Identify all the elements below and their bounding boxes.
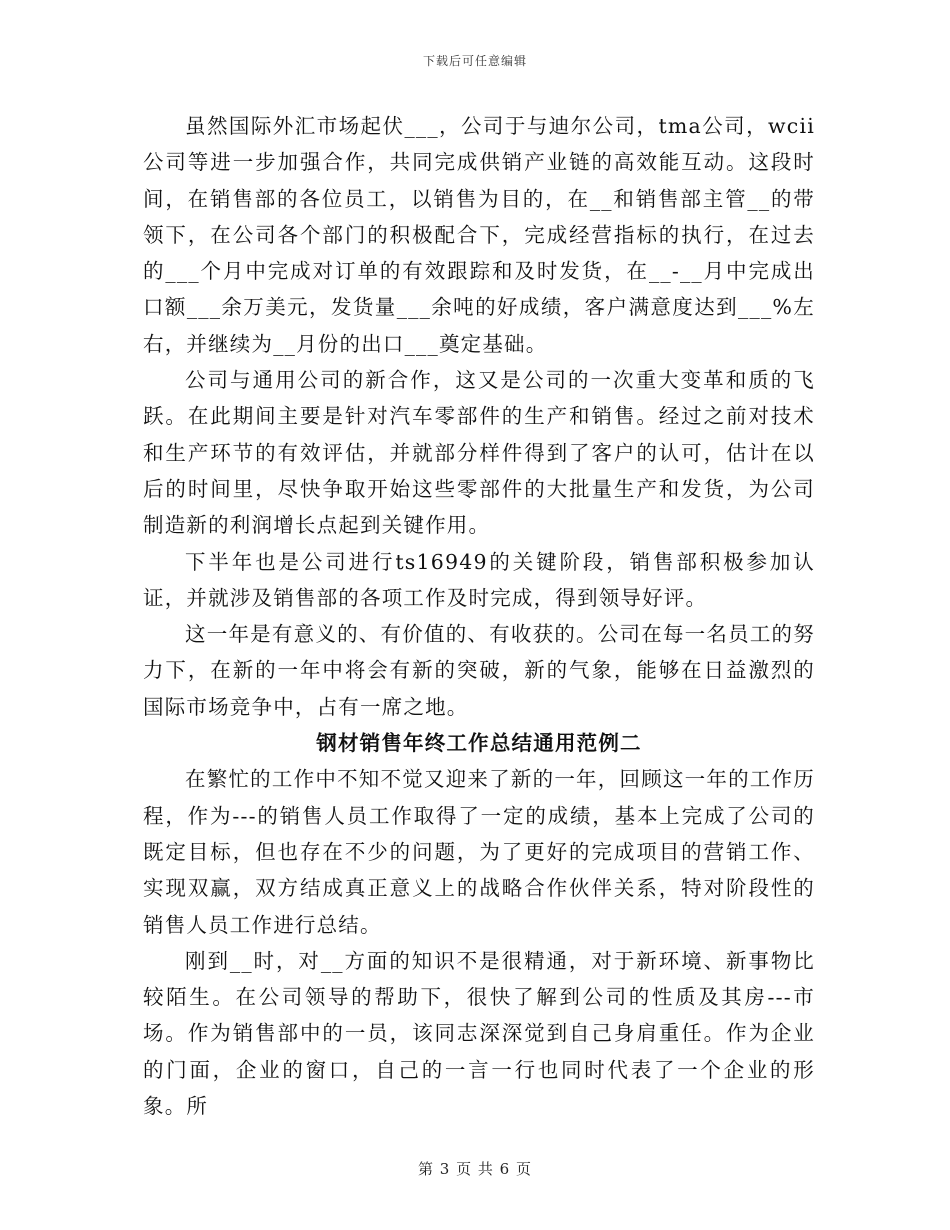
paragraph-year-summary: 这一年是有意义的、有价值的、有收获的。公司在每一名员工的努力下，在新的一年中将会有新的突破，新的气象，能够在日益激烈的国际市场竞争中，占有一席之地。	[143, 622, 815, 719]
section-title: 钢材销售年终工作总结通用范例二	[316, 731, 642, 756]
document-body	[143, 108, 815, 1124]
paragraph-review-intro: 在繁忙的工作中不知不觉又迎来了新的一年，回顾这一年的工作历程，作为---的销售人员工作取得了一定的成绩，基本上完成了公司的既定目标，但也存在不少的问题，为了更好的完成项目的营销工作、实现双赢，双方结成真正意义上的战略合作伙伴关系，特对阶段性的销售人员工作进行总结。	[143, 767, 815, 937]
paragraph-sales-performance: 虽然国际外汇市场起伏___，公司于与迪尔公司，tma公司，wcii公司等进一步加强合作，共同完成供销产业链的高效能互动。这段时间，在销售部的各位员工，以销售为目的，在__和销售部主管__的带领下，在公司各个部门的积极配合下，完成经营指标的执行，在过去的___个月中完成对订单的有效跟踪和及时发货，在__-__月中完成出口额___余万美元，发货量___余吨的好成绩，客户满意度达到___%左右，并继续为__月份的出口___奠定基础。	[143, 114, 815, 356]
paragraph-new-environment: 刚到__时，对__方面的知识不是很精通，对于新环境、新事物比较陌生。在公司领导的帮助下，很快了解到公司的性质及其房---市场。作为销售部中的一员，该同志深深觉到自己身肩重任。作为企业的门面，企业的窗口，自己的一言一行也同时代表了一个企业的形象。所	[143, 948, 815, 1119]
paragraph-certification: 下半年也是公司进行ts16949的关键阶段，销售部积极参加认证，并就涉及销售部的各项工作及时完成，得到领导好评。	[143, 549, 815, 610]
page-header: 下载后可任意编辑	[422, 54, 527, 68]
paragraph-new-cooperation: 公司与通用公司的新合作，这又是公司的一次重大变革和质的飞跃。在此期间主要是针对汽车零部件的生产和销售。经过之前对技术和生产环节的有效评估，并就部分样件得到了客户的认可，估计在以后的时间里，尽快争取开始这些零部件的大批量生产和发货，为公司制造新的利润增长点起到关键作用。	[143, 368, 815, 538]
page-number: 第 3 页 共 6 页	[418, 1160, 532, 1178]
